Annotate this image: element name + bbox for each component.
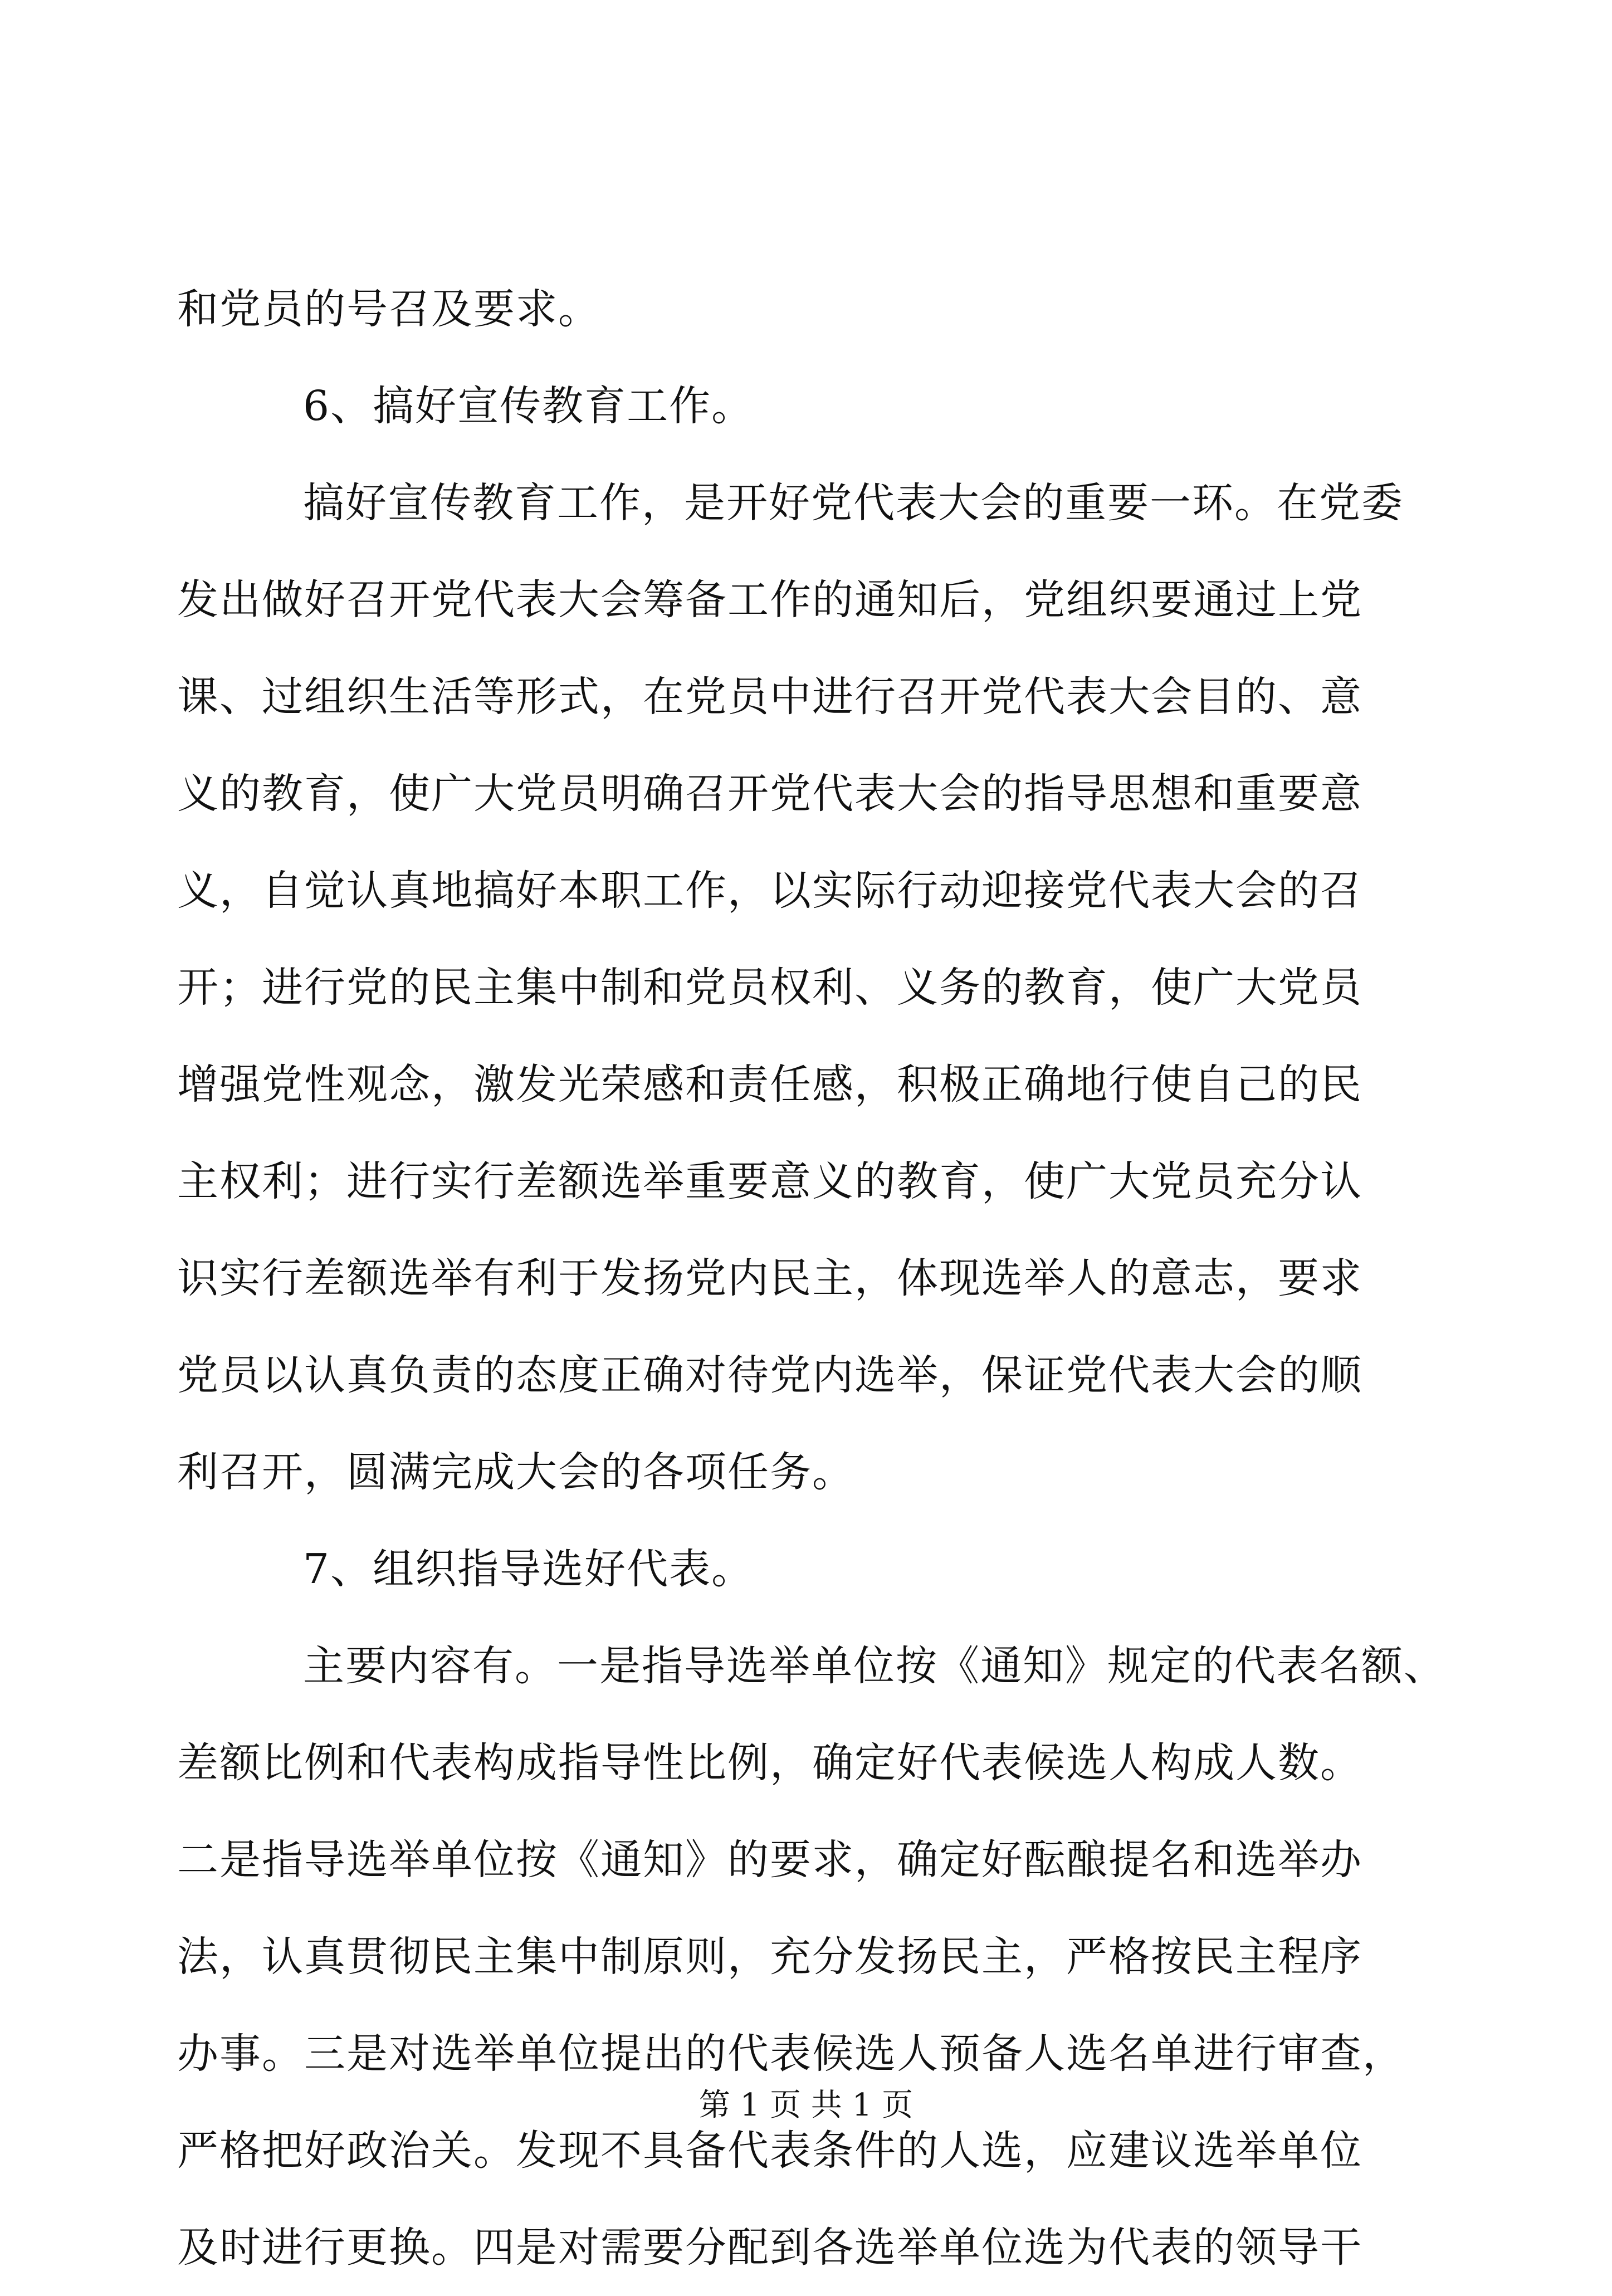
section-heading [177, 1521, 1424, 1618]
paragraph [177, 1618, 1446, 2296]
text-line: 课、过组织生活等形式，在党员中进行召开党代表大会目的、意 [177, 673, 1362, 721]
text-line: 二是指导选举单位按《通知》的要求，确定好酝酿提名和选举办 [177, 1836, 1362, 1884]
text-line: 办事。三是对选举单位提出的代表候选人预备人选名单进行审查， [177, 2030, 1405, 2078]
text-line: 法，认真贯彻民主集中制原则，充分发扬民主，严格按民主程序 [177, 1933, 1362, 1981]
text-line: 严格把好政治关。发现不具备代表条件的人选，应建议选举单位 [177, 2127, 1362, 2175]
text-line: 搞好宣传教育工作，是开好党代表大会的重要一环。在党委 [303, 479, 1404, 527]
text-line: 开；进行党的民主集中制和党员权利、义务的教育，使广大党员 [177, 964, 1362, 1012]
heading-text: 7、组织指导选好代表。 [303, 1545, 754, 1593]
document-body [177, 261, 1446, 2296]
text-line: 增强党性观念，激发光荣感和责任感，积极正确地行使自己的民 [177, 1061, 1362, 1108]
text-line: 和党员的号召及要求。 [177, 285, 600, 333]
paragraph [177, 455, 1424, 1521]
text-line: 识实行差额选举有利于发扬党内民主，体现选举人的意志，要求 [177, 1254, 1362, 1302]
heading-text: 6、搞好宣传教育工作。 [303, 382, 754, 430]
text-line: 义的教育，使广大党员明确召开党代表大会的指导思想和重要意 [177, 770, 1362, 818]
text-line: 党员以认真负责的态度正确对待党内选举，保证党代表大会的顺 [177, 1351, 1362, 1399]
text-line: 利召开，圆满完成大会的各项任务。 [177, 1448, 854, 1496]
text-line: 发出做好召开党代表大会筹备工作的通知后，党组织要通过上党 [177, 576, 1362, 624]
page-number-label: 第 1 页 共 1 页 [698, 2087, 914, 2123]
paragraph [177, 261, 1424, 358]
text-line: 差额比例和代表构成指导性比例，确定好代表候选人构成人数。 [177, 1739, 1362, 1787]
text-line: 主要内容有。一是指导选举单位按《通知》规定的代表名额、 [303, 1642, 1446, 1690]
section-heading [177, 358, 1424, 455]
text-line: 义，自觉认真地搞好本职工作，以实际行动迎接党代表大会的召 [177, 867, 1362, 915]
page-footer [0, 2083, 1612, 2128]
text-line: 及时进行更换。四是对需要分配到各选举单位选为代表的领导干 [177, 2224, 1362, 2271]
text-line: 主权利；进行实行差额选举重要意义的教育，使广大党员充分认 [177, 1157, 1362, 1205]
